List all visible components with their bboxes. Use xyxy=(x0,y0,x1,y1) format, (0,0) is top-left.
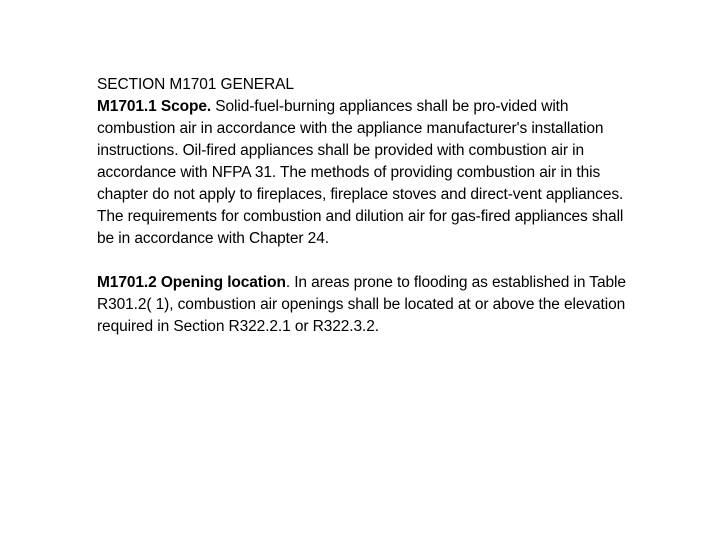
paragraph-m1701-2 xyxy=(97,272,637,338)
paragraph-body: Solid-fuel-burning appliances shall be pro-vided with combustion air in accordance with the appliance manufacturer's installation instructions. Oil-fired appliances shall be provided with combustion air in accordance with NFPA 31. The methods of providing combustion air in this chapter do not apply to fireplaces, fireplace stoves and direct-vent appliances. The requirements for combustion and dilution air for gas-fired appliances shall be in accordance with Chapter 24. xyxy=(97,98,624,247)
paragraph-heading: M1701.2 Opening location xyxy=(97,274,286,291)
document-body xyxy=(97,74,637,338)
paragraph-heading: M1701.1 Scope. xyxy=(97,98,212,115)
section-title-text: SECTION M1701 GENERAL xyxy=(97,76,294,93)
paragraph-m1701-1 xyxy=(97,96,637,250)
section-title xyxy=(97,74,637,96)
paragraph-body: . In areas prone to flooding as established in Table R301.2( 1), combustion air openings shall be located at or above the elevation required in Section R322.2.1 or R322.3.2. xyxy=(97,274,626,335)
